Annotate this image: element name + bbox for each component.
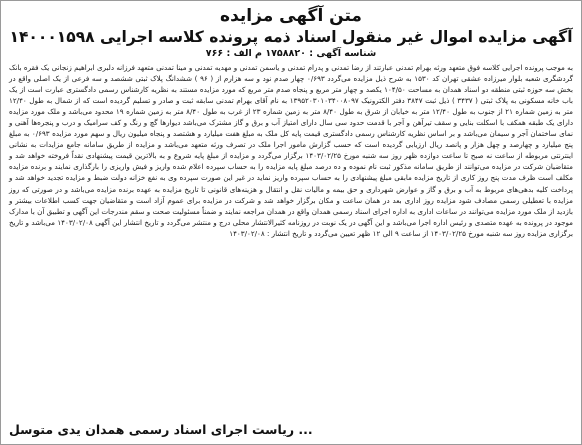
notice-title: متن آگهی مزایده	[220, 6, 362, 26]
notice-subtitle: آگهی مزایده اموال غیر منقول اسناد ذمه پرونده کلاسه اجرایی ۱۴۰۰۰۱۵۹۸	[9, 28, 573, 46]
notice-signature: ... ریاست اجرای اسناد رسمی همدان یدی متوسل	[9, 422, 313, 437]
notice-body: به موجب پرونده اجرایی کلاسه فوق متعهد ورثه بهرام تمدنی عبارتند از رضا تمدنی و پدرام تمدنی و یاسمن تمدنی و مهدیه تمدنی و مینا تمدنی متعهد فرزانه دلبری ابراهیم زنجانی یک فقره بانک گردشگری شعبه بلوار میرزاده عشقی تهران کد ۱۵۳۰ به شرح ذیل مزایده می‌گردد ۰/۶۹۳ چهار صدم نود و سه هزارم از ( ۹۶ ) ششدانگ پلاک ثبتی ششصد و سه فرعی از یک اصلی واقع در بخش سه حوزه ثبتی منطقه دو اسناد همدان به مساحت ۱۰۴/۵۰ یکصد و چهار متر مربع و پنجاه صدم متر مربع که مورد مزایده مستند به نظریه کارشناس رسمی دادگستری عبارت است از یک باب خانه مسکونی به پلاک ثبتی ( ۳۴۳۷ ) ذیل ثبت ۳۸۴۷ دفتر الکترونیک ۱۳۹۵۲۰۳۰۱۰۳۴۰۰۸۰۹۷ به نام آقای بهرام تمدنی سابقه ثبت و صادر و تسلیم گردیده است که از شمال به طول ۱۲/۴۰ متر به زمین شماره ۲۱ از جنوب به طول ۱۲/۴۰ متر به خیابان از شرق به طول ۸/۴۰ متر به زمین شماره ۲۳ از غرب به طول ۸/۴۰ متر به زمین شماره ۱۹ محدود می‌باشد و ملک مورد مزایده دارای یک طبقه همکف با اسکلت بنایی و سقف تیرآهن و آجر با قدمت حدود سی سال دارای امتیاز آب و برق و گاز مشترک می‌باشد دیوارها گچ و رنگ و کف سرامیک و درب و پنجره‌ها آهنی و نمای ساختمان آجر و سیمان می‌باشد و بر اساس نظریه کارشناس رسمی دادگستری قیمت پایه کل ملک به مبلغ هفت میلیارد و هشتصد و پنجاه میلیون ریال و سهم مورد مزایده ۰/۶۹۳ به مبلغ پنج میلیارد و چهارصد و چهل هزار و پانصد ریال ارزیابی گردیده است که حسب گزارش مامور اجرا ملک در تصرف ورثه متعهد می‌باشد و مزایده از طریق سامانه جامع مزایدات به نشانی اینترنتی مربوطه از ساعت نه صبح تا ساعت دوازده ظهر روز سه شنبه مورخ ۱۴۰۳/۰۲/۲۵ برگزار می‌گردد و مزایده از مبلغ پایه شروع و به بالاترین قیمت پیشنهادی نقداً فروخته خواهد شد و متقاضیان شرکت در مزایده می‌توانند از طریق سامانه مذکور ثبت نام نموده و ده درصد مبلغ پایه مزایده را به حساب سپرده اعلام شده واریز و فیش واریزی را بارگذاری نمایند و برنده مزایده مکلف است ظرف مدت پنج روز کاری از تاریخ مزایده مابقی مبلغ پیشنهادی را به حساب سپرده واریز نماید در غیر این صورت سپرده وی به نفع خزانه دولت ضبط و مزایده تجدید خواهد شد و پرداخت کلیه بدهی‌های مربوط به آب و برق و گاز و عوارض شهرداری و حق بیمه و مالیات نقل و انتقال و هزینه‌های قانونی تا تاریخ مزایده به عهده برنده مزایده می‌باشد و در صورتی که روز مزایده با تعطیلی رسمی مصادف شود مزایده روز اداری بعد در همان ساعت و مکان برگزار خواهد شد و شرکت در مزایده برای عموم آزاد است و متقاضیان جهت کسب اطلاعات بیشتر و بازدید از ملک مورد مزایده می‌توانند در ساعات اداری به اداره اجرای اسناد رسمی همدان واقع در همدان مراجعه نمایند و ضمناً مسئولیت صحت و سقم مندرجات این آگهی و تطبیق آن با مدارک موجود در پرونده به عهده متصدی و رئیس اداره اجرا می‌باشد و این آگهی در یک نوبت در روزنامه کثیرالانتشار محلی درج و منتشر می‌گردد و تاریخ انتشار این آگهی ۱۴۰۳/۰۲/۰۸ می‌باشد و تاریخ برگزاری مزایده روز سه شنبه مورخ ۱۴۰۳/۰۲/۲۵ از ساعت ۹ الی ۱۲ ظهر تعیین می‌گردد و تاریخ انتشار : ۱۴۰۳/۰۲/۰۸	[9, 63, 574, 238]
notice-ref-line: شناسه آگهی : ۱۷۵۸۸۲۰ م الف : ۷۶۶	[205, 48, 377, 59]
